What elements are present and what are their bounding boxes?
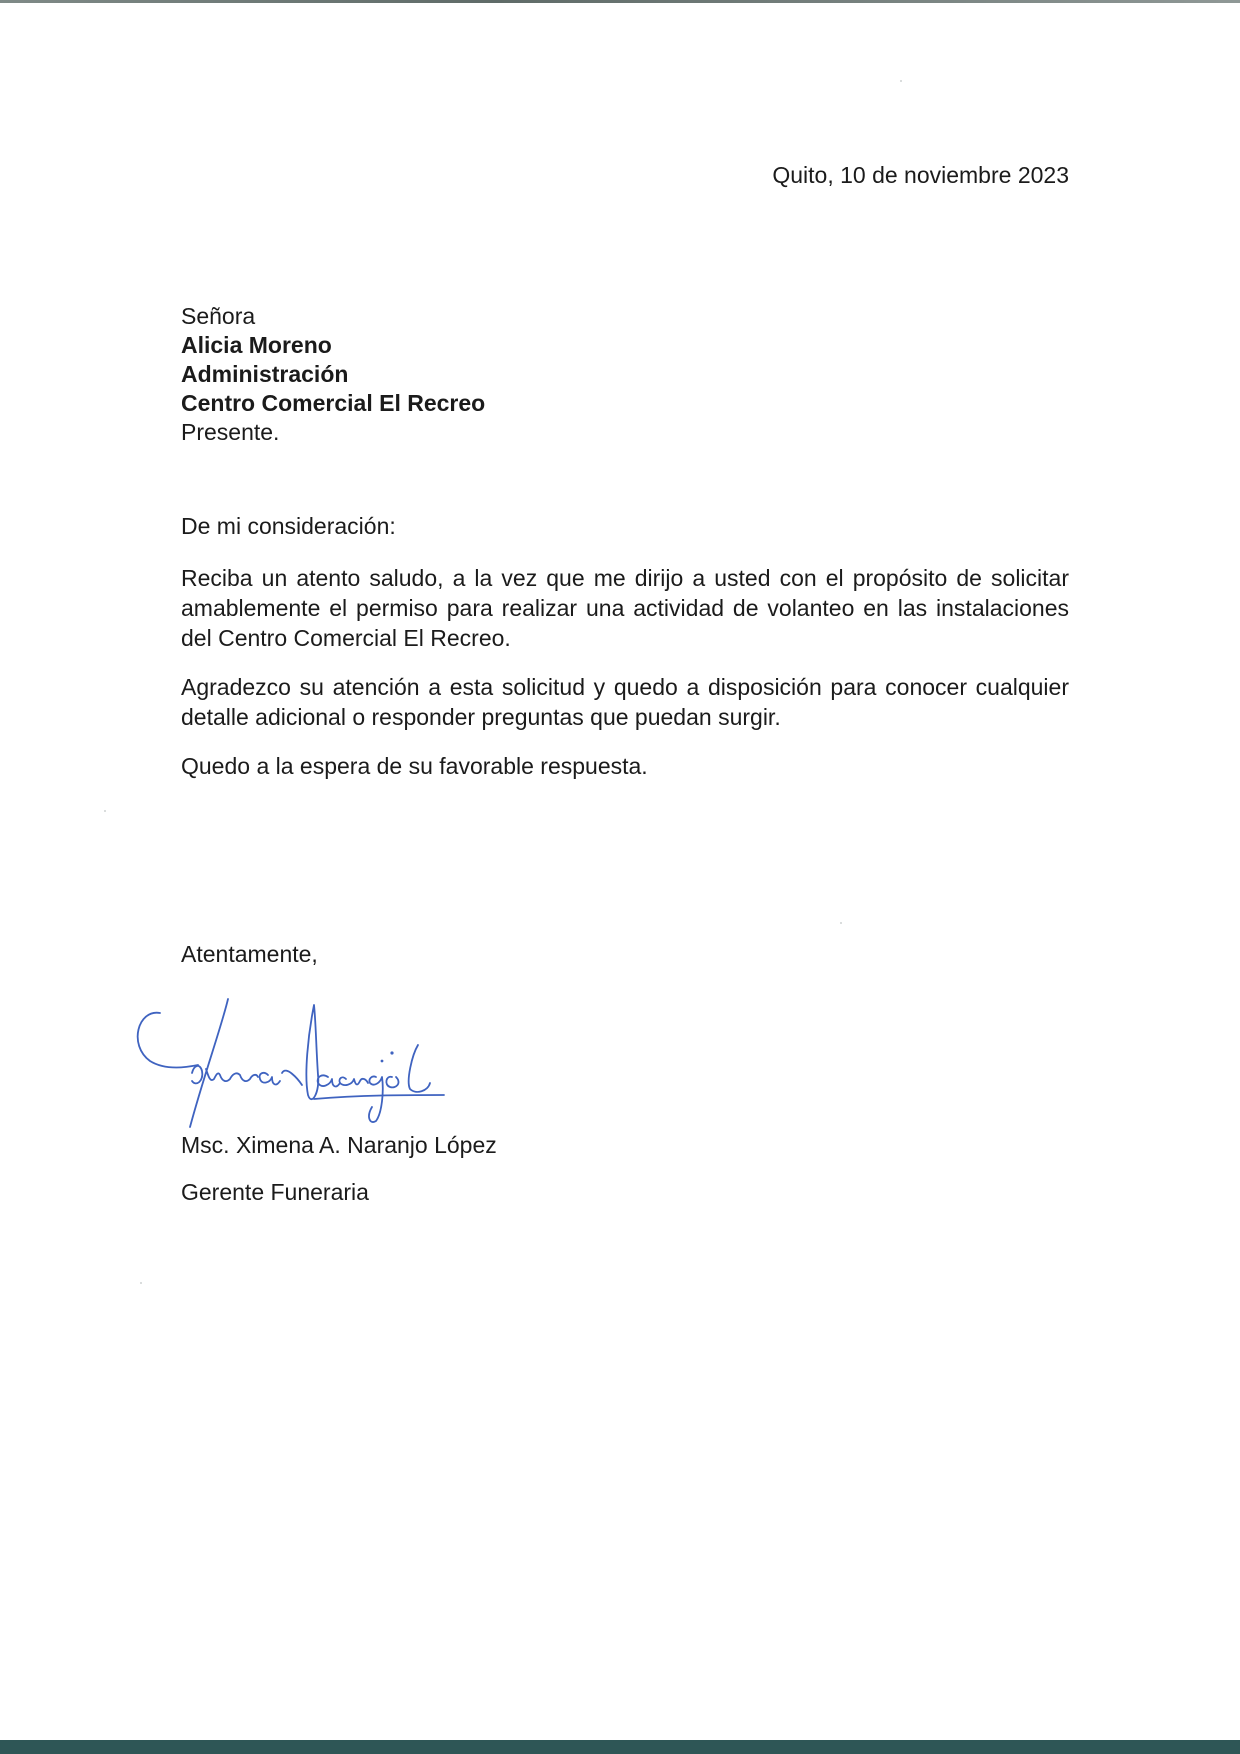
- body-paragraph-1: Reciba un atento saludo, a la vez que me dirijo a usted con el propósito de solicitar amablemente el permiso para realizar una actividad de volanteo en las instalaciones del Centro Comercial El Recreo.: [181, 565, 1069, 651]
- scan-bottom-edge: [0, 1740, 1240, 1754]
- recipient-organization: Centro Comercial El Recreo: [181, 390, 486, 416]
- scan-speck: [140, 1282, 142, 1284]
- signer-role: Gerente Funeraria: [181, 1179, 369, 1205]
- recipient-presente: Presente.: [181, 419, 280, 445]
- recipient-department: Administración: [181, 361, 349, 387]
- body-paragraph-2: Agradezco su atención a esta solicitud y quedo a disposición para conocer cualquier detalle adicional o responder preguntas que puedan surgir.: [181, 674, 1069, 730]
- letter-date: Quito, 10 de noviembre 2023: [772, 162, 1069, 188]
- scan-speck: [840, 922, 842, 924]
- scan-speck: [104, 810, 106, 812]
- signer-name: Msc. Ximena A. Naranjo López: [181, 1132, 497, 1158]
- recipient-title: Señora: [181, 303, 256, 329]
- letter-closing: Atentamente,: [181, 941, 318, 967]
- letter-salutation: De mi consideración:: [181, 513, 396, 539]
- recipient-block: [181, 302, 485, 447]
- scan-top-edge: [0, 0, 1240, 3]
- recipient-name: Alicia Moreno: [181, 332, 332, 358]
- body-paragraph-3: Quedo a la espera de su favorable respuesta.: [181, 753, 648, 779]
- scan-speck: [900, 80, 902, 82]
- handwritten-signature: [132, 995, 512, 1145]
